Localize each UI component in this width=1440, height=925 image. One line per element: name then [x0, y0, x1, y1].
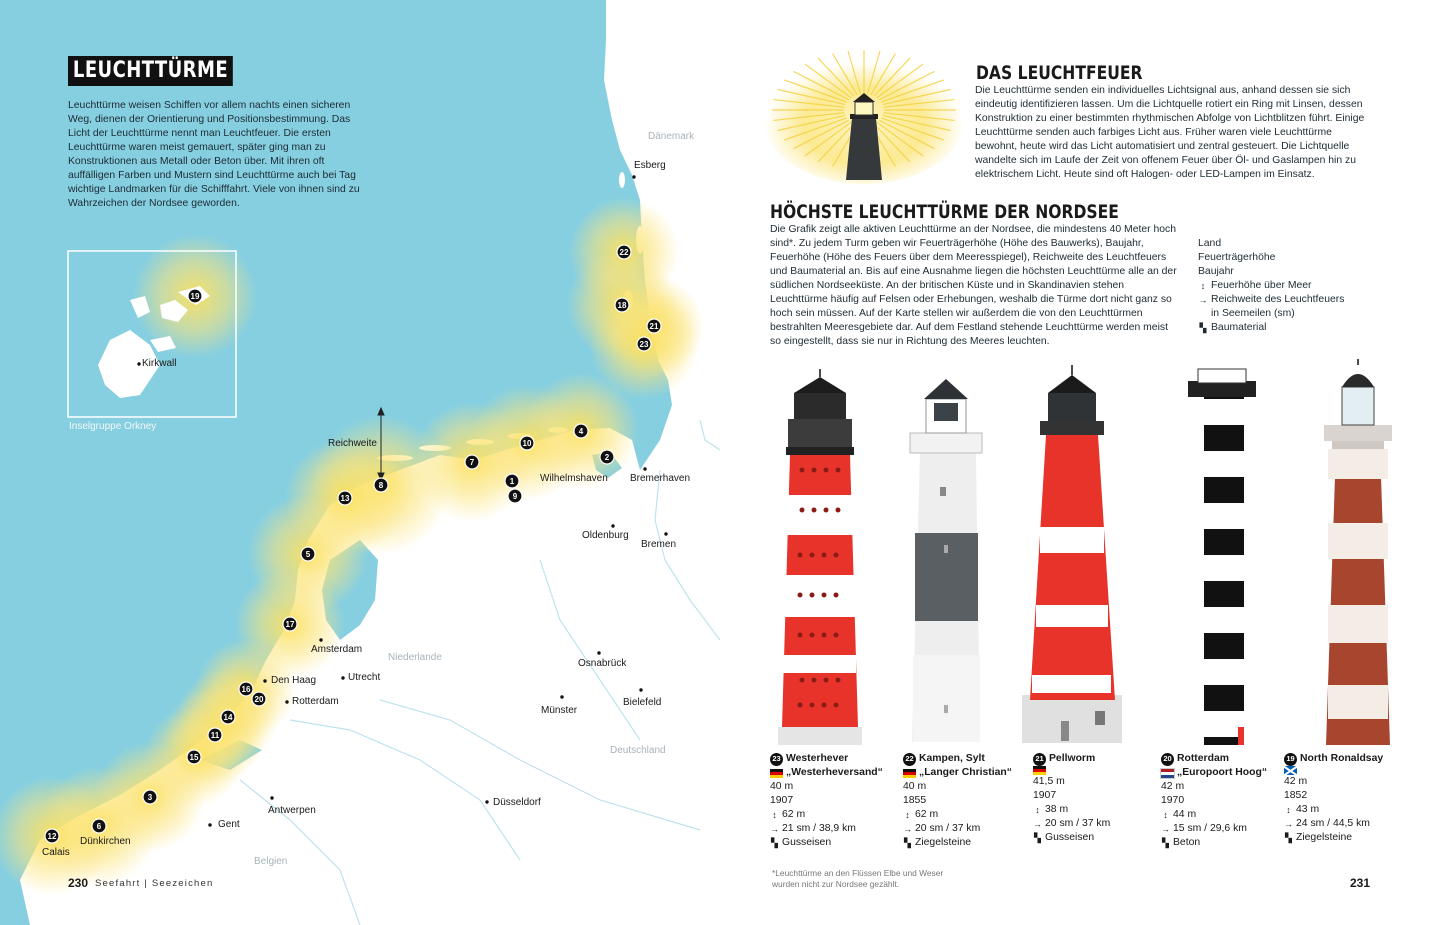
material-icon: ▚: [771, 838, 778, 848]
marker-number: 9: [512, 492, 518, 501]
label-niederlande: Niederlande: [388, 652, 442, 663]
lighthouse-marker: [187, 750, 201, 764]
lighthouse-marker: [143, 790, 157, 804]
lighthouse-year: 1852: [1284, 790, 1308, 801]
label-gent: Gent: [218, 819, 240, 830]
lighthouse-year: 1970: [1161, 795, 1185, 806]
right-arrow-icon: →: [1198, 295, 1208, 305]
lighthouse-height: 41,5 m: [1033, 776, 1065, 787]
marker-number: 15: [189, 753, 199, 762]
lighthouse-marker: [92, 819, 106, 833]
lighthouse-marker: [283, 617, 297, 631]
updown-arrow-icon: ↕: [1286, 805, 1291, 815]
label-kirkwall: Kirkwall: [142, 358, 177, 369]
lighthouse-info: [1161, 752, 1291, 850]
marker-number: 1: [509, 477, 515, 486]
lighthouse-material: Gusseisen: [1045, 832, 1095, 843]
lighthouse-year: 1855: [903, 795, 927, 806]
marker-number: 10: [522, 439, 532, 448]
page-number-right: 231: [1350, 876, 1371, 890]
label-osnabrueck: Osnabrück: [578, 658, 627, 669]
label-amsterdam: Amsterdam: [311, 644, 363, 655]
flag-icon: [1033, 766, 1046, 775]
label-reichweite: Reichweite: [328, 438, 377, 449]
lighthouse-range: 21 sm / 38,9 km: [782, 823, 856, 834]
label-duenkirchen: Dünkirchen: [80, 836, 131, 847]
lighthouse-height: 40 m: [903, 781, 927, 792]
legend-land: Land: [1198, 238, 1222, 249]
lighthouse-marker: [505, 474, 519, 488]
hoechste-text: Die Grafik zeigt alle aktiven Leuchttürme an der Nordsee, die mindestens 40 Meter hoch sind*. Zu jedem Turm geben wir Feuerträgerhöhe (Höhe des Bauwerks), Baujahr, Feuerhöhe (Höhe des Feuers über dem Meeresspiegel), Reichweite des Leuchtfeuers und Baumaterial an. Bis auf eine Ausnahme liegen die höchsten Leuchttürme alle an der südlichen Nordseeküste. An der britischen Küste und in Skandinavien stehen Leuchttürme häufig auf Felsen oder Erhebungen, weshalb die Türme dort nicht ganz so hoch sein müssen. Auf der Karte stellen wir außerdem die von den Leuchttürmen bestrahlten Meeresgebiete dar. Auf dem Festland stehende Leuchttürme werden meist so eingestellt, dass sie nur in Richtung des Meeres leuchten.: [770, 224, 1177, 347]
lighthouse-marker: [615, 298, 629, 312]
label-bielefeld: Bielefeld: [623, 697, 662, 708]
label-muenster: Münster: [541, 705, 578, 716]
lighthouse-range: 20 sm / 37 km: [915, 823, 981, 834]
marker-number: 2: [604, 453, 610, 462]
footnote: *Leuchttürme an den Flüssen Elbe und Weser wurden nicht zur Nordsee gezählt.: [772, 868, 944, 889]
marker-number: 18: [617, 301, 627, 310]
material-icon: ▚: [1199, 323, 1207, 333]
label-bremerhaven: Bremerhaven: [630, 473, 691, 484]
lighthouse-info: [1284, 752, 1414, 845]
marker-number: 11: [210, 731, 220, 740]
tower-kampen: [910, 379, 982, 742]
lighthouse-number-badge: 19: [1284, 753, 1297, 766]
label-den-haag: Den Haag: [271, 675, 317, 686]
right-arrow-icon: →: [1033, 819, 1042, 829]
marker-number: 7: [469, 458, 475, 467]
leuchtfeuer-text: Die Leuchttürme senden ein individuelles Lichtsignal aus, anhand dessen sie sich eindeutig identifizieren lassen. Um die Lichtquelle rotiert ein Ring mit Linsen, dessen Konstruktion zu einer bestimmten rhythmischen Abfolge von Lichtblitzen führt. Einige Leuchttürme senden auch farbiges Licht aus. Früher waren viele Leuchttürme bewohnt, heute wird das Licht automatisiert und zentral gesteuert. Die Lichtquelle wandelte sich im Laufe der Zeit von offenem Feuer über Öl- und Gaslampen hin zu elektrischem Licht. Heute sind oft Halogen- oder LED-Lampen im Einsatz.: [975, 85, 1365, 180]
marker-number: 8: [378, 481, 384, 490]
lighthouse-name: „Westerheversand“: [786, 767, 883, 778]
lighthouse-place: North Ronaldsay: [1300, 753, 1384, 764]
marker-number: 16: [241, 685, 251, 694]
lighthouse-place: Kampen, Sylt: [919, 753, 985, 764]
lighthouse-marker: [208, 728, 222, 742]
flag-icon: [1161, 769, 1174, 778]
lighthouse-year: 1907: [1033, 790, 1057, 801]
flag-icon: [903, 769, 916, 778]
leuchtfeuer-illustration: [764, 50, 964, 184]
tower-body: [846, 118, 882, 180]
lighthouse-number-badge: 21: [1033, 753, 1046, 766]
marker-number: 20: [254, 695, 264, 704]
inset-caption: Inselgruppe Orkney: [69, 421, 157, 432]
label-calais: Calais: [42, 847, 70, 858]
label-daenemark: Dänemark: [648, 131, 695, 142]
material-icon: ▚: [1034, 833, 1041, 843]
lighthouse-marker: [301, 547, 315, 561]
leuchtfeuer-title: DAS LEUCHTFEUER: [976, 62, 1143, 84]
legend-reichweite: Reichweite des Leuchtfeuers: [1211, 294, 1345, 305]
lighthouse-material: Ziegelsteine: [1296, 832, 1353, 843]
material-icon: ▚: [1285, 833, 1292, 843]
label-esberg: Esberg: [634, 160, 666, 171]
marker-number: 23: [639, 340, 649, 349]
lighthouse-info: [903, 752, 1033, 850]
lighthouse-material: Ziegelsteine: [915, 837, 972, 848]
intro-text: Leuchttürme weisen Schiffen vor allem nachts einen sicheren Weg, dienen der Orientierung und Positionsbestimmung. Das Licht der Leuchttürme nennt man Leuchtfeuer. Die ersten Leuchttürme waren meist gemauert, später ging man zu Konstruktionen aus Metall oder Beton über. Mit ihren oft auffälligen Farben und Mustern sind Leuchttürme auch bei Tag wichtige Landmarken für die Schifffahrt. Viele von ihnen sind zu Wahrzeichen der Nordsee geworden.: [68, 100, 360, 209]
lighthouse-marker: [508, 489, 522, 503]
marker-number: 5: [305, 550, 311, 559]
marker-number: 17: [285, 620, 295, 629]
material-icon: ▚: [904, 838, 911, 848]
page-number-left: 230: [68, 876, 89, 890]
lighthouse-material: Gusseisen: [782, 837, 832, 848]
right-arrow-icon: →: [770, 824, 779, 834]
legend-feuertraegerhoehe: Feuerträgerhöhe: [1198, 252, 1276, 263]
label-rotterdam: Rotterdam: [292, 696, 339, 707]
flag-icon: [770, 769, 783, 778]
legend: [1198, 237, 1344, 335]
marker-number: 3: [147, 793, 153, 802]
lighthouse-place: Pellworm: [1049, 753, 1096, 764]
right-arrow-icon: →: [1161, 824, 1170, 834]
lighthouse-height: 42 m: [1284, 776, 1308, 787]
lighthouse-fire-height: 62 m: [782, 809, 806, 820]
lighthouse-fire-height: 43 m: [1296, 804, 1320, 815]
label-utrecht: Utrecht: [348, 672, 381, 683]
lighthouse-fire-height: 44 m: [1173, 809, 1197, 820]
legend-feuerhoehe: Feuerhöhe über Meer: [1211, 280, 1312, 291]
hoechste-title: HÖCHSTE LEUCHTTÜRME DER NORDSEE: [770, 201, 1119, 223]
marker-number: 22: [619, 248, 629, 257]
lighthouse-marker: [221, 710, 235, 724]
lighthouse-marker: [574, 424, 588, 438]
lighthouse-info: [1033, 752, 1163, 845]
marker-number: 19: [190, 292, 200, 301]
tower-westerhever: [778, 369, 862, 745]
marker-number: 12: [47, 832, 57, 841]
lighthouse-year: 1907: [770, 795, 794, 806]
lighthouse-number-badge: 20: [1161, 753, 1174, 766]
marker-number: 14: [223, 713, 233, 722]
section-label: Seefahrt | Seezeichen: [95, 878, 214, 889]
lighthouse-marker: [600, 450, 614, 464]
lighthouse-marker: [617, 245, 631, 259]
label-bremen: Bremen: [641, 539, 677, 550]
updown-arrow-icon: ↕: [772, 810, 777, 820]
right-arrow-icon: →: [1284, 819, 1293, 829]
marker-number: 4: [578, 427, 584, 436]
tower-rotterdam: [1188, 369, 1256, 745]
lighthouse-place: Rotterdam: [1177, 753, 1229, 764]
lighthouse-place: Westerhever: [786, 753, 849, 764]
lighthouse-marker: [520, 436, 534, 450]
lighthouse-number-badge: 22: [903, 753, 916, 766]
lighthouse-marker: [338, 491, 352, 505]
lighthouse-marker: [188, 289, 202, 303]
marker-number: 13: [340, 494, 350, 503]
tower-pellworm: [1022, 365, 1122, 743]
label-oldenburg: Oldenburg: [582, 530, 629, 541]
lighthouse-marker: [239, 682, 253, 696]
lighthouse-range: 20 sm / 37 km: [1045, 818, 1111, 829]
lighthouse-illustrations: [760, 355, 1400, 750]
page-title: LEUCHTTÜRME: [68, 56, 233, 86]
updown-arrow-icon: ↕: [1035, 805, 1040, 815]
lighthouse-material: Beton: [1173, 837, 1201, 848]
right-page: [720, 0, 1440, 925]
lighthouse-fire-height: 38 m: [1045, 804, 1069, 815]
lighthouse-range: 24 sm / 44,5 km: [1296, 818, 1370, 829]
lighthouse-info: [770, 752, 900, 850]
lighthouse-height: 40 m: [770, 781, 794, 792]
lighthouse-marker: [647, 319, 661, 333]
legend-baujahr: Baujahr: [1198, 266, 1234, 277]
updown-arrow-icon: ↕: [905, 810, 910, 820]
lighthouse-marker: [374, 478, 388, 492]
material-icon: ▚: [1162, 838, 1169, 848]
lighthouse-name: „Langer Christian“: [919, 767, 1012, 778]
marker-number: 21: [649, 322, 659, 331]
lighthouse-range: 15 sm / 29,6 km: [1173, 823, 1247, 834]
label-wilhelmshaven: Wilhelmshaven: [540, 473, 608, 484]
right-arrow-icon: →: [903, 824, 912, 834]
lighthouse-number-badge: 23: [770, 753, 783, 766]
lighthouse-marker: [252, 692, 266, 706]
lighthouse-marker: [637, 337, 651, 351]
lighthouse-name: „Europoort Hoog“: [1177, 767, 1268, 778]
lighthouse-height: 42 m: [1161, 781, 1185, 792]
updown-arrow-icon: ↕: [1200, 281, 1206, 291]
legend-reichweite-unit: in Seemeilen (sm): [1211, 308, 1295, 319]
legend-baumaterial: Baumaterial: [1211, 322, 1267, 333]
marker-number: 6: [96, 822, 102, 831]
label-belgien: Belgien: [254, 856, 288, 867]
label-duesseldorf: Düsseldorf: [493, 797, 541, 808]
flag-icon: [1284, 766, 1297, 775]
lighthouse-fire-height: 62 m: [915, 809, 939, 820]
updown-arrow-icon: ↕: [1163, 810, 1168, 820]
label-antwerpen: Antwerpen: [268, 805, 316, 816]
tower-north-ronaldsay: [1324, 359, 1392, 745]
lighthouse-marker: [465, 455, 479, 469]
lighthouse-marker: [45, 829, 59, 843]
label-deutschland: Deutschland: [610, 745, 666, 756]
